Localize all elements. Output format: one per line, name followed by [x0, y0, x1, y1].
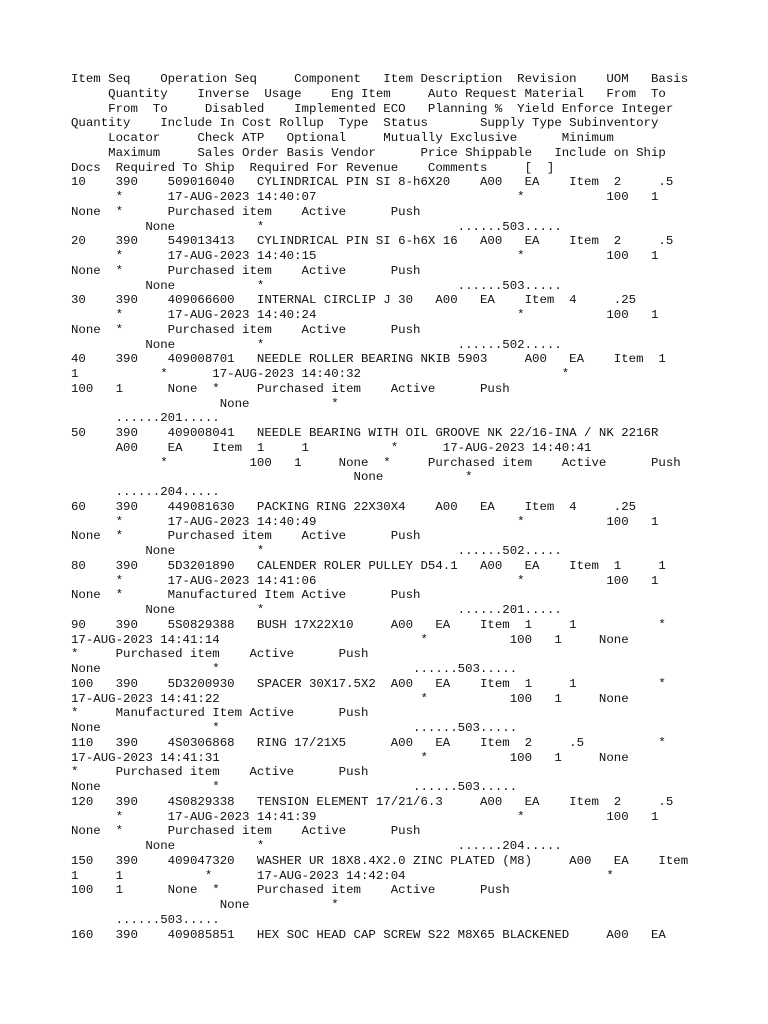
record-line: 40 390 409008701 NEEDLE ROLLER BEARING NKIB 5903 A00 EA Item 1 [71, 352, 666, 367]
header-line: Quantity Inverse Usage Eng Item Auto Request Material From To [71, 86, 666, 101]
record-line: 100 1 None * Purchased item Active Push [71, 883, 510, 898]
header-line: Maximum Sales Order Basis Vendor Price Shippable Include on Ship [71, 145, 666, 160]
record-line: 100 1 None * Purchased item Active Push [71, 381, 510, 396]
record-line: 17-AUG-2023 14:41:14 * 100 1 None [71, 632, 629, 647]
record-line: None * ......503..... [71, 780, 518, 794]
record-line: None * Purchased item Active Push [71, 204, 421, 219]
record-line: * 17-AUG-2023 14:40:24 * 100 1 [71, 308, 659, 322]
record-line: ......204..... [71, 485, 220, 499]
record-line: 100 390 5D3200930 SPACER 30X17.5X2 A00 EA Item 1 1 * [71, 676, 666, 691]
record-line: ......201..... [71, 411, 220, 426]
record-line: * 17-AUG-2023 14:41:39 * 100 1 [71, 809, 659, 824]
header-line: From To Disabled Implemented ECO Planning % Yield Enforce Integer [71, 101, 674, 116]
record-line: None * ......503..... [71, 721, 518, 735]
header-line: Item Seq Operation Seq Component Item Description Revision UOM Basis [71, 72, 689, 86]
record-line: 20 390 549013413 CYLINDRICAL PIN SI 6-h6X 16 A00 EA Item 2 .5 [71, 234, 674, 249]
record-line: * 17-AUG-2023 14:40:07 * 100 1 [71, 190, 659, 204]
record-line: A00 EA Item 1 1 * 17-AUG-2023 14:40:41 [71, 440, 592, 455]
record-line: 17-AUG-2023 14:41:22 * 100 1 None [71, 691, 629, 706]
record-line: 30 390 409066600 INTERNAL CIRCLIP J 30 A00 EA Item 4 .25 [71, 293, 637, 308]
record-line: 80 390 5D3201890 CALENDER ROLER PULLEY D54.1 A00 EA Item 1 1 [71, 558, 666, 573]
record-line: 150 390 409047320 WASHER UR 18X8.4X2.0 ZINC PLATED (M8) A00 EA Item [71, 853, 689, 868]
record-line: * 17-AUG-2023 14:41:06 * 100 1 [71, 573, 659, 588]
record-line: 160 390 409085851 HEX SOC HEAD CAP SCREW S22 M8X65 BLACKENED A00 EA [71, 927, 666, 942]
record-line: None * Purchased item Active Push [71, 529, 421, 544]
record-line: 60 390 449081630 PACKING RING 22X30X4 A00 EA Item 4 .25 [71, 499, 637, 514]
record-line: * 17-AUG-2023 14:40:15 * 100 1 [71, 249, 659, 263]
record-line: None * ......503..... [71, 278, 562, 293]
record-line: None * ......204..... [71, 839, 562, 853]
record-line: 1 1 * 17-AUG-2023 14:42:04 * [71, 868, 614, 883]
record-line: 50 390 409008041 NEEDLE BEARING WITH OIL GROOVE NK 22/16-INA / NK 2216R [71, 426, 659, 440]
record-line: None * Manufactured Item Active Push [71, 588, 421, 603]
record-line: 10 390 509016040 CYLINDRICAL PIN SI 8-h6X20 A00 EA Item 2 .5 [71, 175, 674, 190]
record-line: None * Purchased item Active Push [71, 824, 421, 839]
header-line: Quantity Include In Cost Rollup Type Status Supply Type Subinventory [71, 116, 659, 131]
record-line: None * Purchased item Active Push [71, 322, 421, 337]
header-line: Locator Check ATP Optional Mutually Exclusive Minimum [71, 131, 614, 145]
record-line: 90 390 5S0829388 BUSH 17X22X10 A00 EA Item 1 1 * [71, 617, 666, 632]
record-line: * 100 1 None * Purchased item Active Push [71, 455, 681, 470]
record-line: 1 * 17-AUG-2023 14:40:32 * [71, 367, 570, 381]
record-line: None * [71, 470, 473, 485]
record-line: None * [71, 898, 339, 912]
header-line: Docs Required To Ship Required For Revenue Comments [ ] [71, 160, 555, 175]
record-line: None * Purchased item Active Push [71, 263, 421, 278]
bom-report-text [71, 72, 688, 942]
record-line: * Purchased item Active Push [71, 765, 369, 780]
record-line: None * [71, 396, 339, 411]
record-line: ......503..... [71, 912, 220, 927]
record-line: None * ......502..... [71, 337, 562, 352]
record-line: * Purchased item Active Push [71, 647, 369, 662]
record-line: 120 390 4S0829338 TENSION ELEMENT 17/21/6.3 A00 EA Item 2 .5 [71, 794, 674, 809]
record-line: * Manufactured Item Active Push [71, 706, 369, 721]
record-line: None * ......503..... [71, 662, 518, 676]
record-line: None * ......503..... [71, 219, 562, 234]
record-line: 17-AUG-2023 14:41:31 * 100 1 None [71, 750, 629, 765]
record-line: None * ......201..... [71, 603, 562, 617]
record-line: * 17-AUG-2023 14:40:49 * 100 1 [71, 514, 659, 529]
record-line: None * ......502..... [71, 544, 562, 558]
record-line: 110 390 4S0306868 RING 17/21X5 A00 EA Item 2 .5 * [71, 735, 666, 750]
